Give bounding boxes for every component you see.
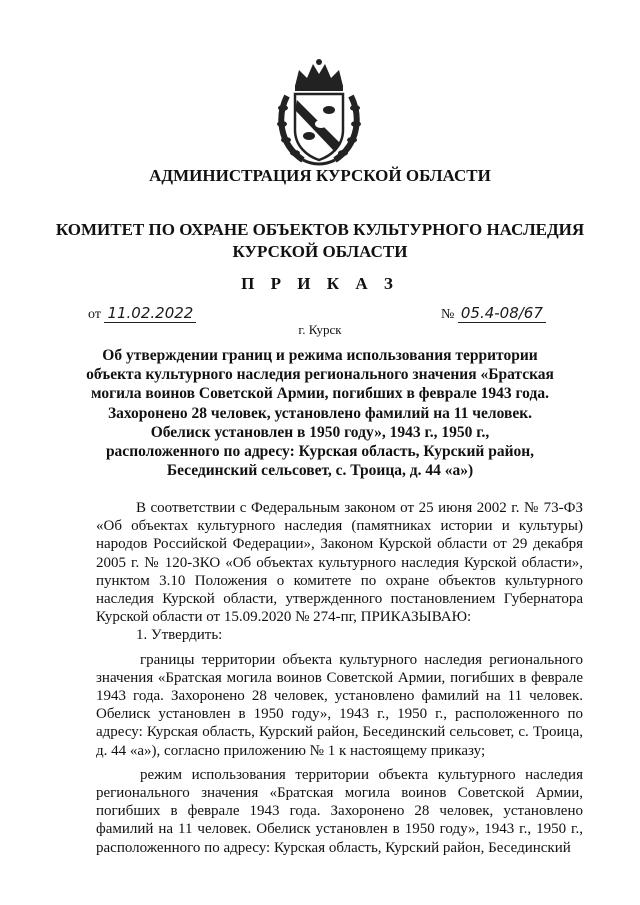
subject-line: Обелиск установлен в 1950 году», 1943 г., 1950 г.,: [150, 423, 490, 441]
body-paragraph: В соответствии с Федеральным законом от 25 июня 2002 г. № 73-ФЗ «Об объектах культурного наследия (памятниках истории и культуры) народов Российской Федерации», Законом Курской области от 29 декабря 2005 г. № 120-ЗКО «Об объектах культурного наследия Курской области», пунктом 3.10 Положения о комитете по охране объектов культурного наследия Курской области, утвержденного постановлением Губернатора Курской области от 15.09.2020 № 274-пг, ПРИКАЗЫВАЮ:: [96, 500, 583, 626]
committee-title-line2: КУРСКОЙ ОБЛАСТИ: [232, 242, 408, 261]
administration-title: АДМИНИСТРАЦИЯ КУРСКОЙ ОБЛАСТИ: [149, 166, 491, 185]
committee-title-line1: КОМИТЕТ ПО ОХРАНЕ ОБЪЕКТОВ КУЛЬТУРНОГО НАСЛЕДИЯ: [55, 220, 585, 239]
subject-line: объекта культурного наследия регионального значения «Братская: [86, 366, 554, 384]
number-prefix: №: [441, 307, 455, 322]
subject-line: расположенного по адресу: Курская область, Курский район,: [105, 443, 535, 461]
handwritten-number: 05.4-08/67: [458, 304, 546, 323]
order-body: [96, 499, 583, 857]
subject-line: Бесединский сельсовет, с. Троица, д. 44 «а»): [166, 462, 474, 480]
committee-title: [0, 219, 640, 263]
order-subject: [0, 346, 640, 480]
number-block: [441, 304, 546, 323]
date-block: [88, 304, 196, 323]
city: г. Курск: [298, 322, 342, 337]
coat-of-arms-icon: [273, 56, 365, 168]
subject-line: Об утверждении границ и режима использования территории: [102, 347, 538, 364]
date-prefix: от: [88, 307, 101, 322]
subject-line: Захоронено 28 человек, установлено фамилий на 11 человек.: [107, 404, 533, 422]
body-item-approve: 1. Утвердить:: [136, 627, 223, 644]
document-type: П Р И К А З: [241, 274, 399, 293]
body-paragraph: границы территории объекта культурного наследия регионального значения «Братская могила воинов Советской Армии, погибших в феврале 1943 года. Захоронено 28 человек, установлено фамилий на 11 человек. Обелиск установлен в 1950 году», 1943 г., 1950 г., расположенного по адресу: Курская область, Курский район, Бесединский сельсовет, с. Троица, д. 44 «а»), согласно приложению № 1 к настоящему приказу;: [96, 651, 583, 759]
handwritten-date: 11.02.2022: [104, 304, 196, 323]
body-paragraph: режим использования территории объекта культурного наследия регионального значения «Братская могила воинов Советской Армии, погибших в феврале 1943 года. Захоронено 28 человек, установлено фамилий на 11 человек. Обелиск установлен в 1950 году», 1943 г., 1950 г., расположенного по адресу: Курская область, Курский район, Бесединский: [96, 766, 583, 856]
subject-line: могила воинов Советской Армии, погибших в феврале 1943 года.: [91, 385, 549, 403]
